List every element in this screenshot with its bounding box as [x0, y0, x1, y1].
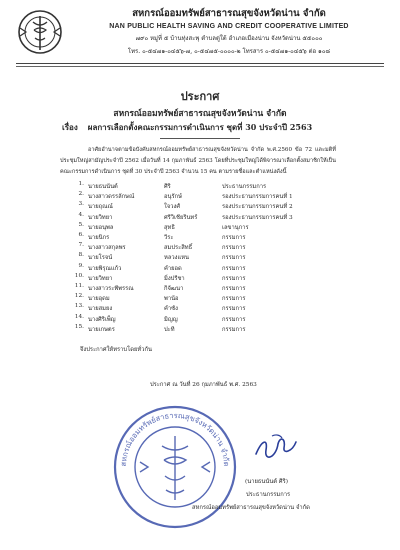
member-role: กรรมการ	[222, 275, 246, 282]
member-first-name: นายธนนันต์	[88, 184, 118, 190]
closing-text: จึงประกาศให้ทราบโดยทั่วกัน	[80, 347, 152, 353]
member-number: 5.	[78, 221, 84, 228]
member-row	[64, 314, 344, 324]
org-name-english: NAN PUBLIC HEALTH SAVING AND CREDIT COOPERATIVE LIMITED	[109, 23, 349, 30]
member-row	[64, 212, 344, 222]
subject-key: เรื่อง	[62, 122, 78, 132]
member-last-name: ศิริ	[164, 184, 171, 190]
member-last-name: ใจวงศ์	[164, 204, 180, 211]
member-first-name: นายนิกร	[88, 235, 110, 241]
member-last-name: ศรีวิเชียรินทร์	[164, 214, 198, 221]
member-role: กรรมการ	[222, 235, 246, 241]
member-role: กรรมการ	[222, 326, 246, 333]
member-row	[64, 293, 344, 303]
signature	[252, 432, 300, 462]
official-stamp-icon	[110, 402, 240, 532]
member-row	[64, 181, 344, 191]
member-row	[64, 283, 344, 293]
member-last-name: มิญญ	[164, 316, 178, 323]
member-role: กรรมการ	[222, 316, 246, 323]
member-first-name: นางศิริเพ็ญ	[88, 316, 116, 323]
member-last-name: วีระ	[164, 235, 174, 241]
member-first-name: นางสาวระพีพรรณ	[88, 286, 134, 292]
subject-text: ผลการเลือกตั้งคณะกรรมการดำเนินการ ชุดที่ 30 ประจำปี 2563	[87, 122, 313, 132]
org-address: ๗๙๐ หมู่ที่ ๕ บ้านทุ่งสะพุ ตำบลดู่ใต้ อำเภอเมืองน่าน จังหวัดน่าน ๕๕๐๐๐	[135, 35, 323, 42]
member-last-name: กิจัฒนา	[164, 286, 184, 292]
member-first-name: นายอุดม	[88, 296, 110, 303]
member-row	[64, 232, 344, 242]
member-number: 15.	[74, 323, 84, 330]
member-row	[64, 201, 344, 211]
stamp-text: สหกรณ์ออมทรัพย์สาธารณสุขจังหวัดน่าน จำกัด	[118, 410, 232, 467]
member-number: 2.	[78, 191, 84, 198]
member-last-name: อนุรักษ์	[164, 194, 182, 201]
member-number: 4.	[78, 211, 84, 218]
member-number: 14.	[74, 313, 84, 320]
org-phone: โทร. ๐-๕๔๗๑-๐๔๕๖-๗, ๐-๕๔๗๕-๐๐๐๐-๒ โทรสาร ๐-๕๔๗๑-๐๔๕๖ ต่อ ๑๐๘	[127, 48, 331, 55]
letterhead	[70, 6, 388, 56]
member-row	[64, 263, 344, 273]
signer-name: (นายธนนันต์ ศิริ)	[245, 479, 288, 485]
member-number: 6.	[78, 232, 84, 238]
member-first-name: นางสาวดรรลักษณ์	[88, 194, 135, 201]
member-row	[64, 191, 344, 201]
member-role: รองประธานกรรมการคนที่ 2	[222, 204, 293, 211]
member-last-name: สมประสิทธิ์	[164, 245, 193, 252]
document-title: ประกาศ	[180, 90, 220, 103]
member-first-name: นายโรจน์	[88, 255, 113, 262]
member-first-name: นายอนุพล	[88, 224, 114, 231]
member-role: กรรมการ	[222, 255, 246, 262]
member-number: 9.	[78, 262, 84, 269]
member-row	[64, 324, 344, 334]
member-number: 10.	[74, 272, 84, 279]
member-number: 8.	[78, 252, 84, 259]
member-first-name: นายพิรุณแก้ว	[88, 265, 122, 272]
member-first-name: นายถุณณ์	[88, 204, 113, 211]
member-row	[64, 242, 344, 252]
body-text: อาศัยอำนาจตามข้อบังคับสหกรณ์ออมทรัพย์สาธารณสุขจังหวัดน่าน จำกัด พ.ศ.2560 ข้อ 72 และมติที่ประชุมใหญ่สามัญประจำปี 2562 เมื่อวันที่ 14 กุมภาพันธ์ 2563 โดยที่ประชุมใหญ่ได้พิจารณาเลือกตั้งสมาชิกให้เป็นคณะกรรมการดำเนินการ ชุดที่ 30 ประจำปี 2563 จำนวน 15 คน ตามรายชื่อและตำแหน่งดังนี้	[60, 147, 336, 175]
member-number: 7.	[78, 242, 84, 249]
member-role: กรรมการ	[222, 245, 246, 252]
org-name-thai: สหกรณ์ออมทรัพย์สาธารณสุขจังหวัดน่าน จำกัด	[132, 8, 326, 19]
member-first-name: นายเกษตร	[88, 326, 115, 333]
member-row	[64, 303, 344, 313]
member-first-name: นายวิทยา	[88, 275, 113, 282]
member-role: รองประธานกรรมการคนที่ 3	[222, 214, 293, 221]
member-last-name: หลวงแหน	[164, 255, 189, 262]
member-role: กรรมการ	[222, 265, 246, 272]
member-last-name: สุทธิ	[164, 224, 175, 231]
member-last-name: คำซัง	[164, 306, 178, 313]
document-subject	[62, 121, 312, 134]
member-number: 12.	[74, 293, 84, 300]
member-row	[64, 273, 344, 283]
member-last-name: มิ่งปรีชา	[164, 275, 185, 282]
cooperative-logo-icon	[16, 8, 64, 56]
member-last-name: คำยอด	[164, 265, 182, 272]
member-role: กรรมการ	[222, 296, 246, 303]
announcement-date: ประกาศ ณ วันที่ 26 กุมภาพันธ์ พ.ศ. 2563	[150, 382, 257, 388]
member-last-name: พาน้อ	[164, 296, 179, 303]
member-role: เลขานุการ	[222, 224, 249, 231]
signer-role: ประธานกรรมการ	[246, 492, 291, 498]
member-first-name: นายสมยง	[88, 306, 113, 313]
title-divider	[160, 138, 240, 139]
member-row	[64, 252, 344, 262]
member-role: รองประธานกรรมการคนที่ 1	[222, 194, 293, 201]
member-role: ประธานกรรมการ	[222, 184, 267, 190]
member-row	[64, 222, 344, 232]
member-number: 3.	[78, 201, 84, 208]
member-role: กรรมการ	[222, 306, 246, 313]
member-role: กรรมการ	[222, 286, 246, 292]
header-divider-thin	[16, 66, 384, 67]
document-org: สหกรณ์ออมทรัพย์สาธารณสุขจังหวัดน่าน จำกัด	[113, 109, 287, 119]
member-number: 13.	[74, 303, 84, 310]
signer-org: สหกรณ์ออมทรัพย์สาธารณสุขจังหวัดน่าน จำกัด	[192, 505, 310, 511]
member-first-name: นางสาวสกุลพร	[88, 245, 126, 252]
member-last-name: ปะทิ	[164, 326, 175, 333]
member-number: 11.	[74, 283, 84, 289]
header-divider	[16, 63, 384, 64]
member-number: 1.	[78, 181, 84, 187]
member-first-name: นายวิทยา	[88, 214, 113, 221]
document-body	[60, 145, 336, 178]
